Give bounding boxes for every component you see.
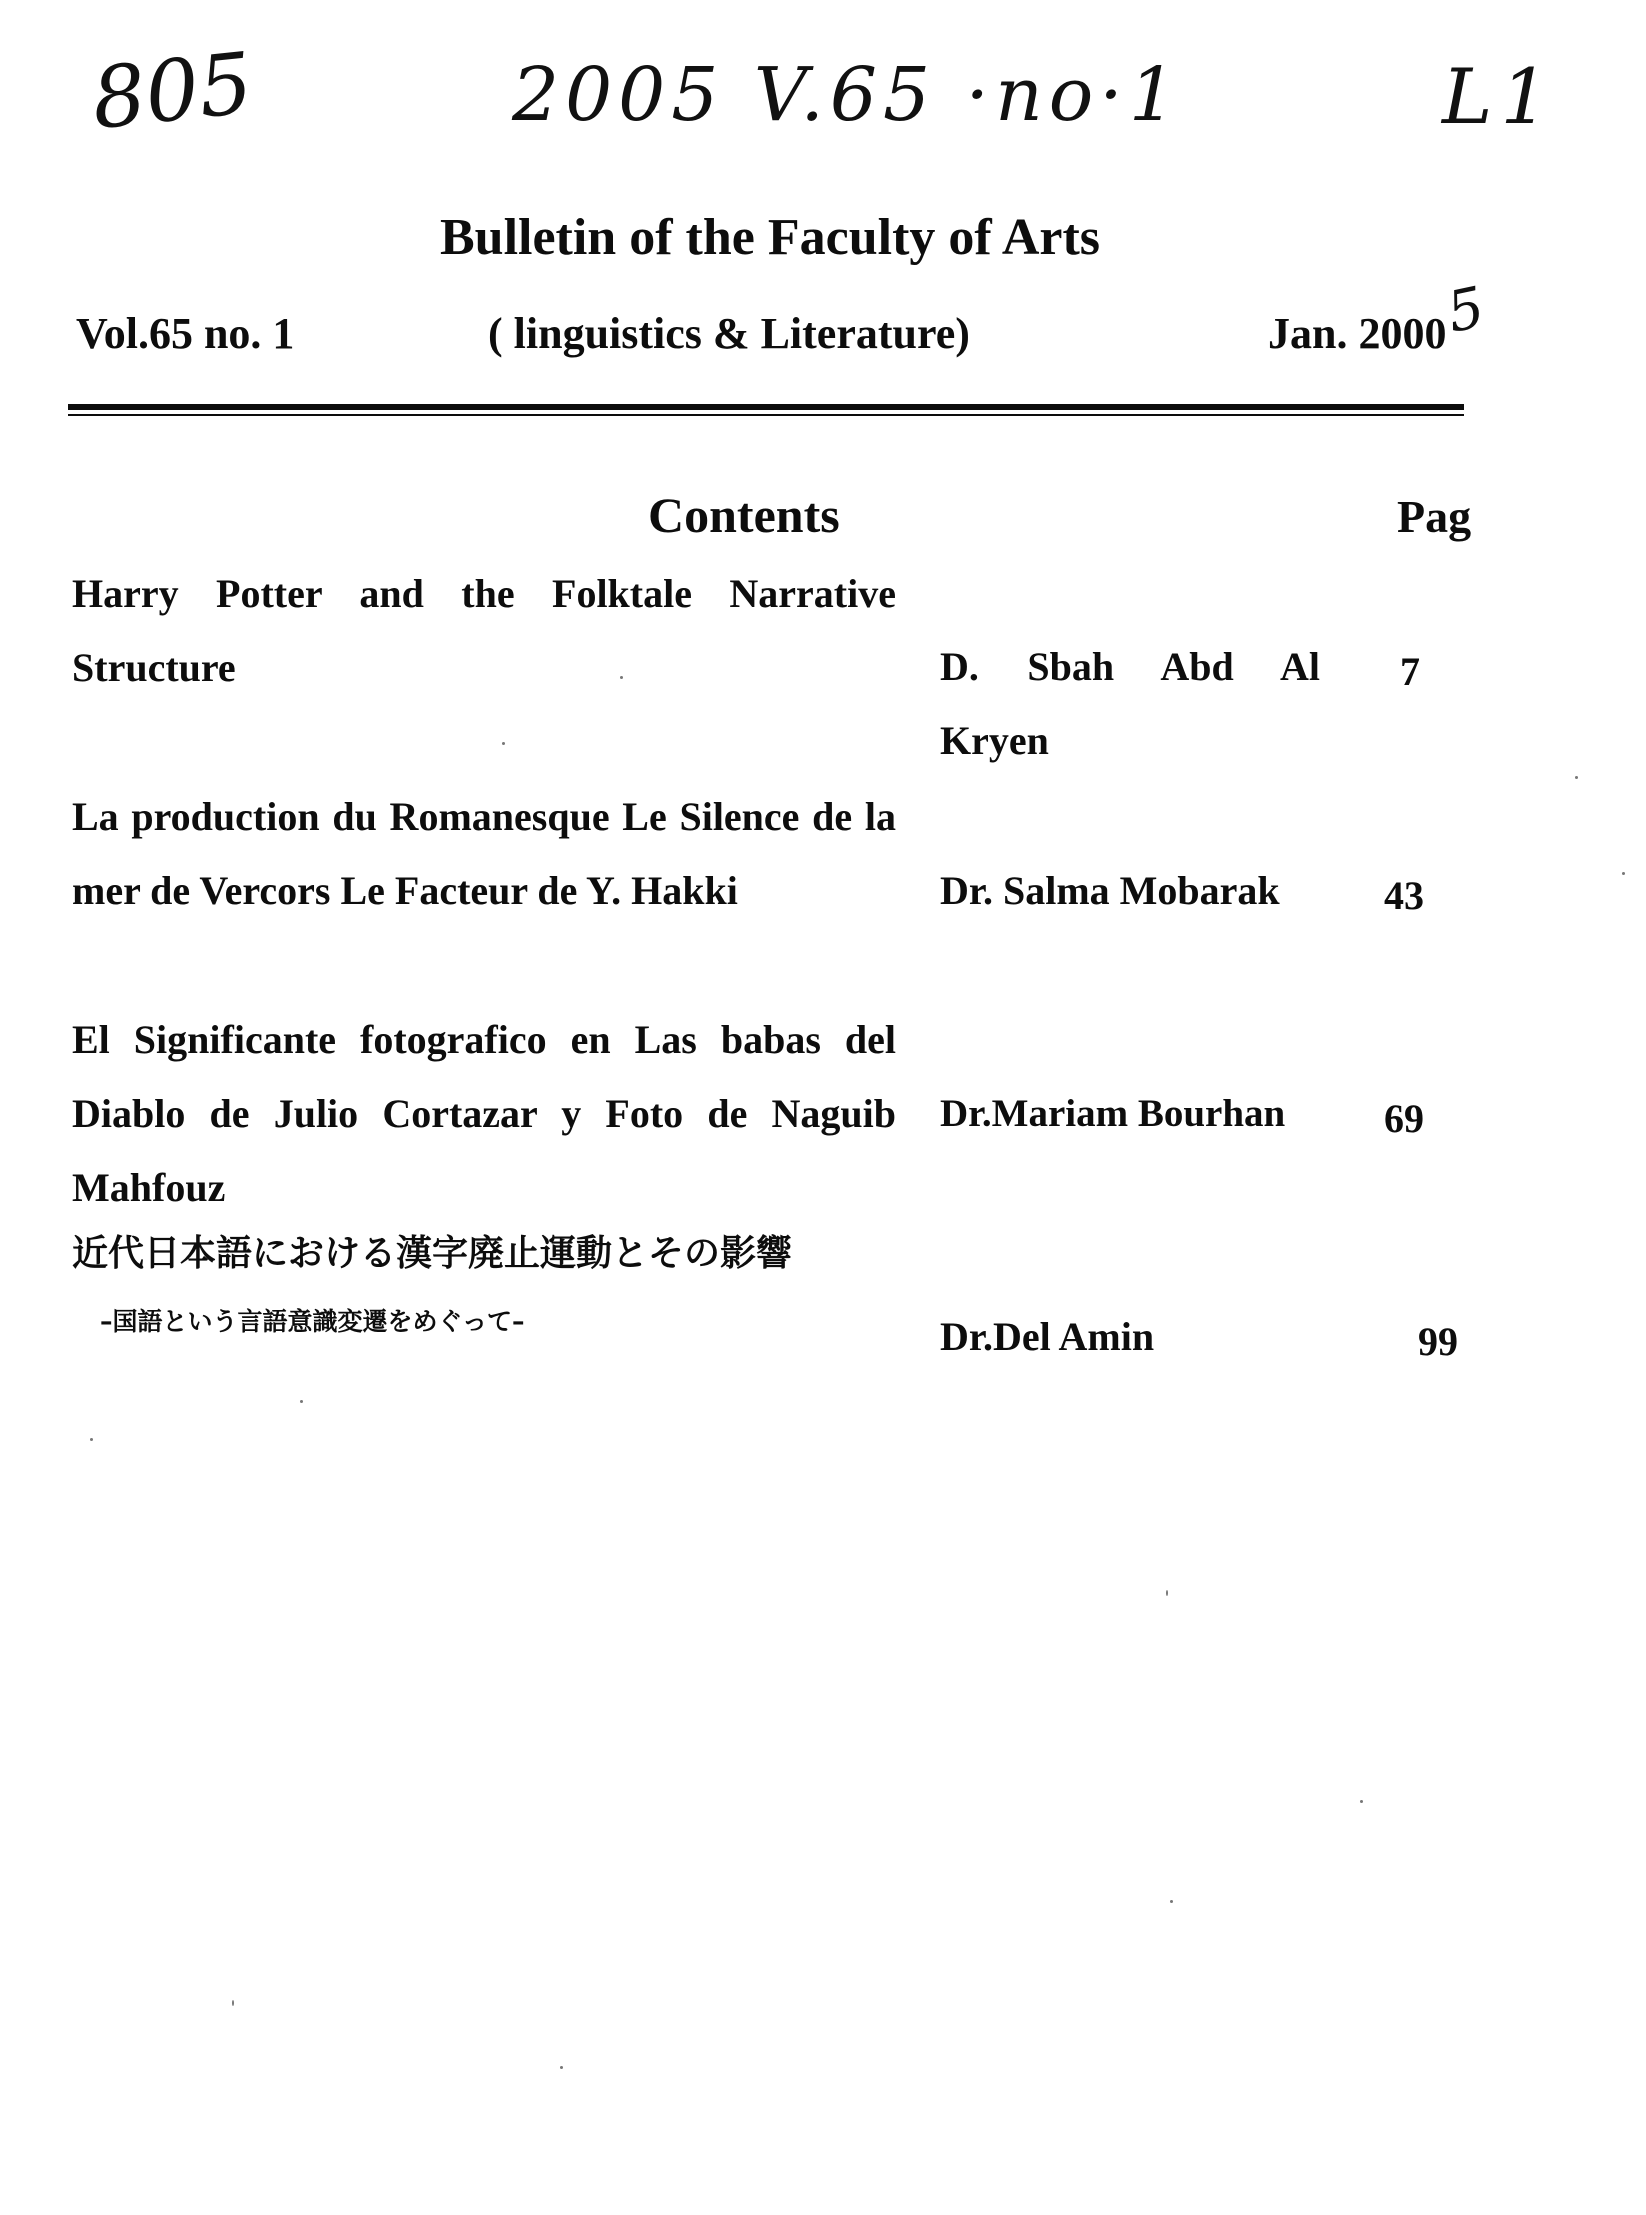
toc-entry-author: Dr.Del Amin: [940, 1314, 1155, 1359]
scan-speck: [620, 676, 623, 679]
scan-speck: [502, 742, 505, 745]
toc-entry-page: 69: [1384, 1096, 1424, 1141]
toc-entry-title: La production du Romanesque Le Silence de la mer de Vercors Le Facteur de Y. Hakki: [72, 794, 896, 913]
scan-speck: [560, 2066, 563, 2069]
toc-entry-author: Dr. Salma Mobarak: [940, 868, 1280, 913]
scan-speck: [1360, 1800, 1363, 1803]
page-column-heading: Pag: [1397, 491, 1472, 542]
toc-entry-title: El Significante fotografico en Las babas del Diablo de Julio Cortazar y Foto de Naguib Mahfouz: [72, 1017, 896, 1210]
handwritten-date-correction: 5: [1441, 275, 1491, 346]
scan-speck: [1170, 1900, 1173, 1903]
handwritten-note-center: 2005 V.65 ·no·1: [512, 52, 1182, 138]
toc-entry-page: 7: [1400, 649, 1420, 694]
header-rule-thin: [68, 414, 1464, 416]
issue-date: Jan. 2000: [1268, 309, 1447, 358]
toc-entry-author: Dr.Mariam Bourhan: [940, 1092, 1286, 1135]
toc-entry-author: D. Sbah Abd Al Kryen: [940, 644, 1320, 763]
toc-entry-title: 近代日本語における漢字廃止運動とその影響: [72, 1233, 793, 1274]
volume-label: Vol.65 no. 1: [76, 309, 295, 358]
toc-entry-title: Harry Potter and the Folktale Narrative Structure: [72, 571, 896, 690]
scan-speck: [232, 2000, 234, 2006]
toc-entry-page: 43: [1384, 873, 1424, 918]
toc-entry-page: 99: [1418, 1319, 1458, 1364]
scan-speck: [1166, 1590, 1168, 1596]
contents-heading: Contents: [648, 487, 840, 543]
toc-entry-subtitle: –国語という言語意識変遷をめぐって–: [100, 1307, 525, 1336]
section-label: ( linguistics & Literature): [488, 309, 970, 358]
scan-speck: [300, 1400, 303, 1403]
scan-speck: [90, 1438, 93, 1441]
scan-speck: [1575, 776, 1578, 779]
handwritten-note-right: L1: [1442, 52, 1557, 141]
bulletin-title: Bulletin of the Faculty of Arts: [439, 209, 1101, 266]
header-rule-thick: [68, 404, 1464, 410]
scan-speck: [1622, 872, 1625, 875]
handwritten-note-left: 805: [87, 33, 258, 149]
